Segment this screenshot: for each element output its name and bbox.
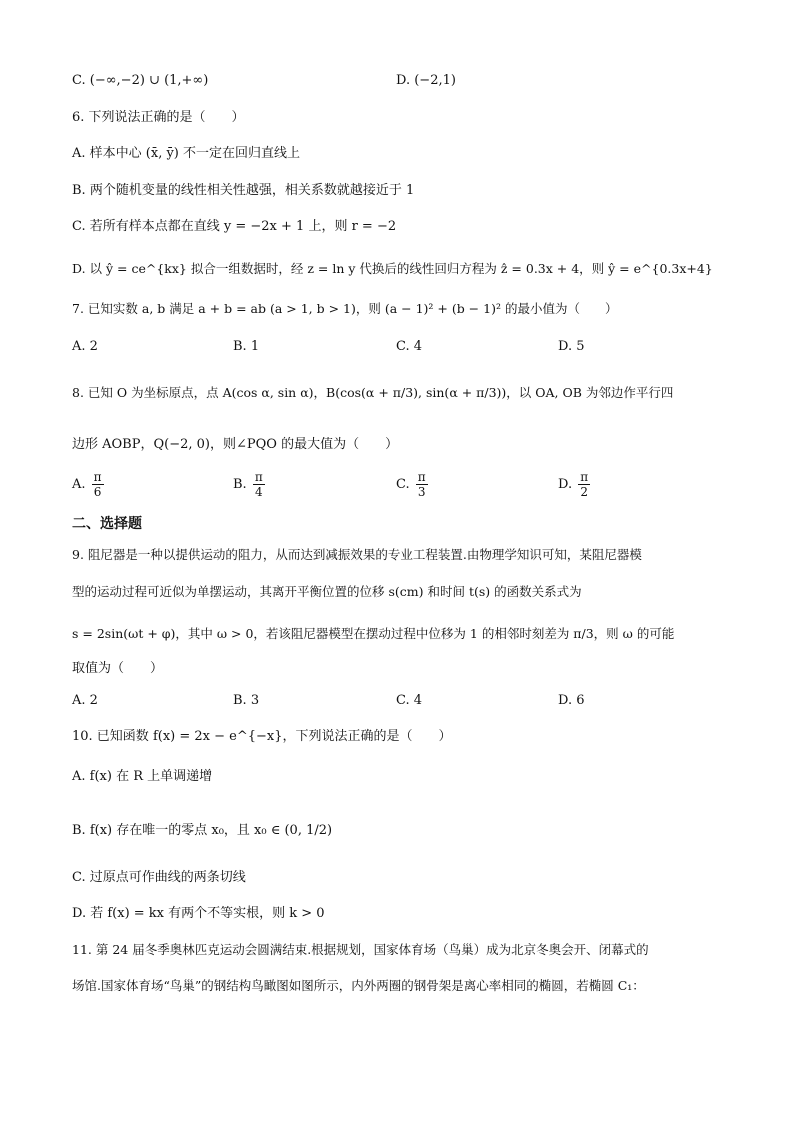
option-label: A.: [72, 477, 86, 492]
question-9-line-4: 取值为（ ）: [72, 661, 164, 676]
denominator: 3: [417, 485, 426, 499]
option-q8-b: [233, 470, 267, 499]
question-9-line-2: 型的运动过程可近似为单摆运动，其离开平衡位置的位移 s(cm) 和时间 t(s) 的函数关系式为: [72, 584, 582, 599]
option-q6-b: B. 两个随机变量的线性相关性越强，相关系数就越接近于 1: [72, 183, 415, 198]
option-q8-a: [72, 470, 106, 499]
question-11-line-1: 11. 第 24 届冬季奥林匹克运动会圆满结束.根据规划，国家体育场（鸟巢）成为北京冬奥会开、闭幕式的: [72, 942, 649, 957]
option-q10-a: A. f(x) 在 R 上单调递增: [72, 769, 213, 784]
fraction: [253, 470, 265, 499]
option-q9-d: D. 6: [558, 693, 585, 708]
option-q10-c: C. 过原点可作曲线的两条切线: [72, 870, 246, 885]
question-9-line-3: s = 2sin(ωt + φ)，其中 ω > 0，若该阻尼器模型在摆动过程中位移为 1 的相邻时刻差为 π/3，则 ω 的可能: [72, 626, 675, 641]
option-q9-b: B. 3: [233, 693, 260, 708]
question-10: 10. 已知函数 f(x) = 2x − e^{−x}，下列说法正确的是（ ）: [72, 729, 452, 744]
question-8-line-1: 8. 已知 O 为坐标原点，点 A(cos α, sin α)，B(cos(α + π/3), sin(α + π/3))，以 OA, OB 为邻边作平行四: [72, 385, 674, 400]
denominator: 2: [580, 485, 588, 499]
option-q6-d: D. 以 ŷ = ce^{kx} 拟合一组数据时，经 z = ln y 代换后的线性回归方程为 ẑ = 0.3x + 4，则 ŷ = e^{0.3x+4}: [72, 261, 713, 276]
option-q7-c: C. 4: [396, 339, 423, 354]
section-heading: 二、选择题: [72, 516, 142, 532]
option-label: B.: [233, 477, 247, 492]
numerator: π: [254, 470, 263, 484]
option-q8-d: [558, 470, 592, 499]
option-q5-d: D. (−2,1): [396, 73, 456, 88]
question-6: 6. 下列说法正确的是（ ）: [72, 110, 245, 125]
option-q10-b: B. f(x) 存在唯一的零点 x₀，且 x₀ ∈ (0, 1/2): [72, 823, 333, 838]
question-8-line-2: 边形 AOBP，Q(−2, 0)，则∠PQO 的最大值为（ ）: [72, 437, 399, 452]
option-q6-c: C. 若所有样本点都在直线 y = −2x + 1 上，则 r = −2: [72, 219, 397, 234]
fraction: [416, 470, 428, 499]
option-q9-a: A. 2: [72, 693, 98, 708]
denominator: 4: [254, 485, 263, 499]
option-label: C.: [396, 477, 410, 492]
option-q9-c: C. 4: [396, 693, 423, 708]
fraction: [92, 470, 104, 499]
question-7: 7. 已知实数 a, b 满足 a + b = ab (a > 1, b > 1)，则 (a − 1)² + (b − 1)² 的最小值为（ ）: [72, 301, 618, 316]
option-q7-d: D. 5: [558, 339, 585, 354]
option-q10-d: D. 若 f(x) = kx 有两个不等实根，则 k > 0: [72, 906, 325, 921]
denominator: 6: [93, 485, 102, 499]
fraction: [578, 470, 590, 499]
option-q7-a: A. 2: [72, 339, 98, 354]
question-9-line-1: 9. 阻尼器是一种以提供运动的阻力，从而达到减振效果的专业工程装置.由物理学知识可知，某阻尼器模: [72, 547, 642, 562]
option-label: D.: [558, 477, 573, 492]
option-q6-a: A. 样本中心 (x̄, ȳ) 不一定在回归直线上: [72, 146, 301, 161]
numerator: π: [580, 470, 589, 484]
question-11-line-2: 场馆.国家体育场“鸟巢”的钢结构鸟瞰图如图所示，内外两圈的钢骨架是离心率相同的椭圆，若椭圆 C₁：: [72, 978, 645, 993]
option-q8-c: [396, 470, 430, 499]
numerator: π: [93, 470, 102, 484]
numerator: π: [417, 470, 426, 484]
option-q5-c: C. (−∞,−2) ∪ (1,+∞): [72, 73, 209, 88]
option-q7-b: B. 1: [233, 339, 260, 354]
